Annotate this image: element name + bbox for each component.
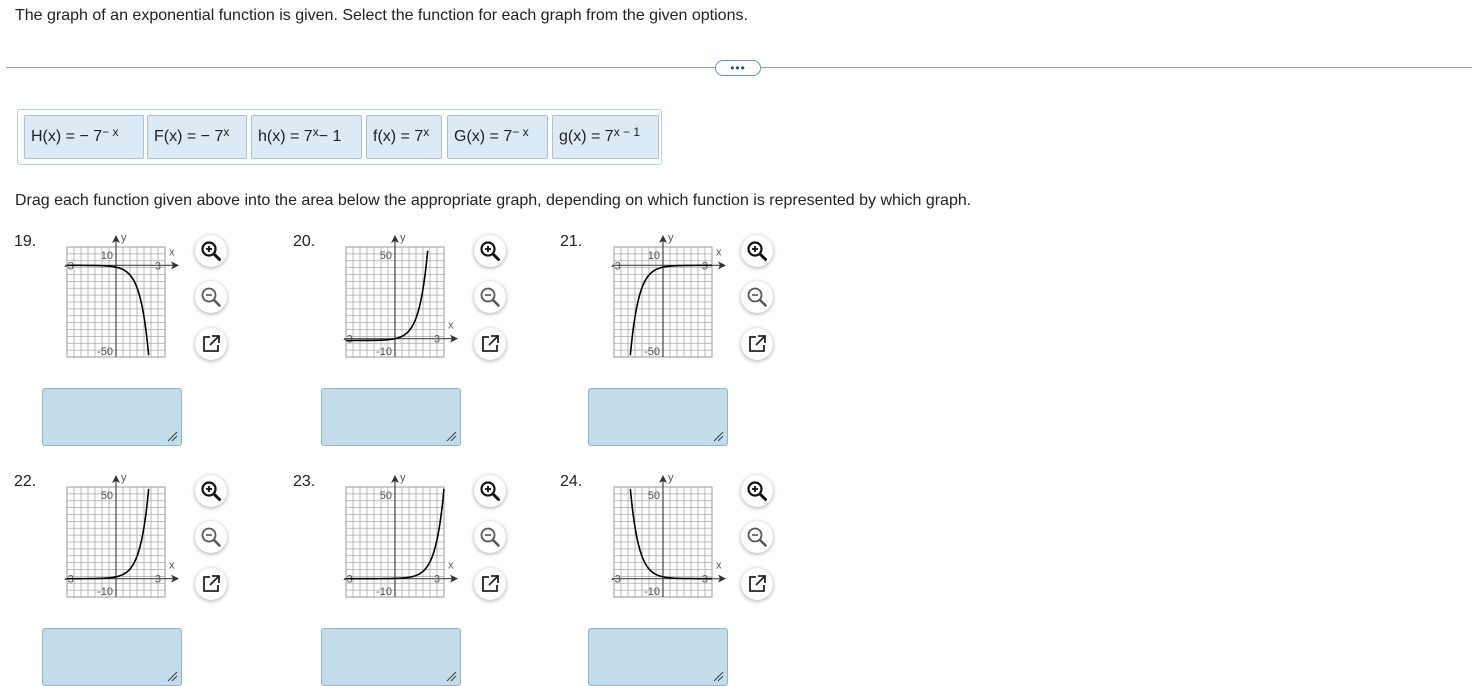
open-external-icon (200, 333, 222, 355)
zoom-out-icon (746, 286, 768, 308)
choice-exponent: − x (512, 125, 529, 139)
resize-grip-icon[interactable] (445, 430, 457, 442)
open-external-button[interactable] (195, 328, 227, 360)
zoom-in-icon (479, 480, 501, 502)
answer-drop-zone[interactable] (321, 628, 461, 686)
y-min-tick-label: -10 (97, 586, 113, 598)
graph-svg (594, 233, 734, 363)
zoom-in-icon (746, 480, 768, 502)
choice-name: F(x) = − 7 (154, 128, 224, 145)
graph-svg (326, 233, 466, 363)
graph-number: 24. (560, 473, 583, 490)
choice-tail: − 1 (318, 128, 342, 145)
zoom-in-button[interactable] (474, 475, 506, 507)
x-min-tick-label: -3 (343, 333, 353, 346)
y-min-tick-label: -10 (644, 586, 660, 598)
open-external-icon (479, 333, 501, 355)
choice-chip-H[interactable] (24, 115, 144, 159)
y-axis-label: y (121, 233, 127, 244)
answer-drop-zone[interactable] (42, 388, 182, 446)
zoom-out-icon (200, 286, 222, 308)
graph-svg (47, 233, 187, 363)
y-max-tick-label: 50 (379, 490, 392, 502)
graph-number: 19. (14, 233, 37, 250)
choice-chip-G[interactable] (447, 115, 548, 159)
x-max-tick-label: 3 (154, 260, 161, 273)
y-max-tick-label: 10 (647, 250, 660, 262)
zoom-in-icon (479, 240, 501, 262)
y-max-tick-label: 50 (379, 250, 392, 262)
y-axis-label: y (668, 473, 674, 484)
y-axis-label: y (400, 473, 406, 484)
x-max-tick-label: 3 (433, 573, 440, 586)
graph-number: 23. (293, 473, 316, 490)
graph-number: 20. (293, 233, 316, 250)
y-axis-label: y (400, 233, 406, 244)
open-external-icon (200, 573, 222, 595)
zoom-out-button[interactable] (741, 281, 773, 313)
choice-name: h(x) = 7 (258, 128, 313, 145)
graph-number: 22. (14, 473, 37, 490)
graph-3 (594, 233, 734, 363)
y-axis-label: y (121, 473, 127, 484)
y-min-tick-label: -10 (376, 346, 392, 358)
answer-drop-zone[interactable] (42, 628, 182, 686)
open-external-icon (746, 573, 768, 595)
x-max-tick-label: 3 (433, 333, 440, 346)
more-button[interactable]: ••• (715, 60, 761, 76)
x-min-tick-label: -3 (64, 573, 74, 586)
choice-name: f(x) = 7 (373, 128, 424, 145)
zoom-out-icon (479, 286, 501, 308)
answer-drop-zone[interactable] (321, 388, 461, 446)
x-axis-label: x (169, 559, 175, 572)
x-max-tick-label: 3 (154, 573, 161, 586)
zoom-out-icon (746, 526, 768, 548)
choice-name: g(x) = 7 (559, 128, 614, 145)
choice-chip-F[interactable] (147, 115, 247, 159)
y-min-tick-label: -10 (376, 586, 392, 598)
answer-drop-zone[interactable] (588, 628, 728, 686)
x-axis-label: x (448, 319, 454, 332)
y-axis-label: y (668, 233, 674, 244)
x-axis-label: x (448, 559, 454, 572)
open-external-button[interactable] (474, 328, 506, 360)
graph-6 (594, 473, 734, 603)
zoom-in-button[interactable] (741, 235, 773, 267)
y-max-tick-label: 10 (100, 250, 113, 262)
zoom-in-button[interactable] (474, 235, 506, 267)
zoom-out-button[interactable] (195, 281, 227, 313)
graph-2 (326, 233, 466, 363)
graph-svg (47, 473, 187, 603)
x-axis-label: x (169, 246, 175, 259)
x-min-tick-label: -3 (611, 573, 621, 586)
zoom-out-button[interactable] (195, 521, 227, 553)
resize-grip-icon[interactable] (712, 430, 724, 442)
choice-exponent: x (223, 125, 230, 139)
zoom-in-button[interactable] (741, 475, 773, 507)
resize-grip-icon[interactable] (166, 430, 178, 442)
choice-exponent: x − 1 (613, 125, 641, 139)
zoom-out-button[interactable] (474, 281, 506, 313)
x-max-tick-label: 3 (701, 260, 708, 273)
graph-1 (47, 233, 187, 363)
zoom-in-icon (200, 480, 222, 502)
x-min-tick-label: -3 (611, 260, 621, 273)
choice-chip-h[interactable] (251, 115, 362, 159)
question-text: The graph of an exponential function is given. Select the function for each graph from the given options. (15, 7, 748, 24)
y-max-tick-label: 50 (100, 490, 113, 502)
answer-drop-zone[interactable] (588, 388, 728, 446)
choice-exponent: x (312, 125, 319, 139)
zoom-in-icon (746, 240, 768, 262)
zoom-out-button[interactable] (741, 521, 773, 553)
y-min-tick-label: -50 (644, 346, 660, 358)
graph-4 (47, 473, 187, 603)
open-external-button[interactable] (741, 568, 773, 600)
choice-exponent: x (423, 125, 430, 139)
choice-name: G(x) = 7 (454, 128, 513, 145)
choice-name: H(x) = − 7 (31, 128, 103, 145)
open-external-button[interactable] (474, 568, 506, 600)
graph-number: 21. (560, 233, 583, 250)
open-external-icon (746, 333, 768, 355)
graph-5 (326, 473, 466, 603)
choice-exponent: − x (102, 125, 119, 139)
x-axis-label: x (716, 559, 722, 572)
zoom-in-button[interactable] (195, 235, 227, 267)
graph-svg (594, 473, 734, 603)
instruction-text: Drag each function given above into the area below the appropriate graph, depending on which function is represented by which graph. (15, 192, 972, 209)
zoom-out-button[interactable] (474, 521, 506, 553)
zoom-in-icon (200, 240, 222, 262)
graph-svg (326, 473, 466, 603)
x-min-tick-label: -3 (343, 573, 353, 586)
y-max-tick-label: 50 (647, 490, 660, 502)
choice-chip-g[interactable] (552, 115, 659, 159)
open-external-icon (479, 573, 501, 595)
x-min-tick-label: -3 (64, 260, 74, 273)
choice-chip-f[interactable] (366, 115, 442, 159)
y-min-tick-label: -50 (97, 346, 113, 358)
zoom-in-button[interactable] (195, 475, 227, 507)
answer-bank (17, 109, 662, 165)
zoom-out-icon (200, 526, 222, 548)
x-axis-label: x (716, 246, 722, 259)
x-max-tick-label: 3 (701, 573, 708, 586)
open-external-button[interactable] (741, 328, 773, 360)
open-external-button[interactable] (195, 568, 227, 600)
zoom-out-icon (479, 526, 501, 548)
